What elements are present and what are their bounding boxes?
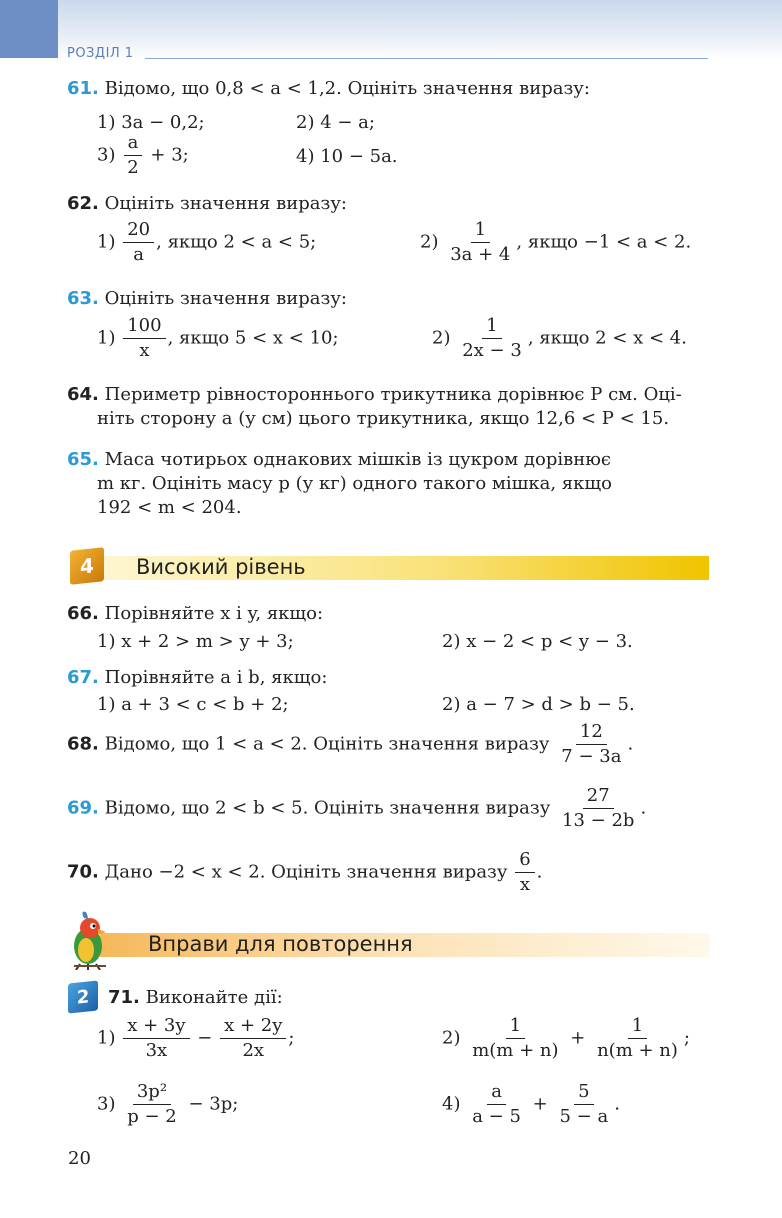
operator: +	[532, 1093, 548, 1115]
item-tail: , якщо 2 < x < 4.	[527, 327, 687, 349]
fraction	[458, 316, 526, 361]
fraction	[123, 1082, 181, 1127]
item-62-1	[97, 220, 316, 265]
problem-67	[67, 667, 327, 688]
problem-text: Відомо, що 2 < b < 5. Оцініть значення виразу	[104, 797, 551, 819]
problem-text: Оцініть значення виразу:	[104, 288, 347, 309]
problem-number: 71.	[108, 987, 140, 1008]
problem-71	[108, 987, 283, 1008]
problem-69	[67, 786, 646, 831]
fraction	[515, 850, 534, 895]
item-66-1: 1) x + 2 > m > y + 3;	[97, 631, 294, 652]
numerator: a	[487, 1082, 506, 1105]
item-label: 2)	[442, 1027, 461, 1049]
item-61-4: 4) 10 − 5a.	[296, 146, 398, 167]
problem-text: Виконайте дії:	[145, 987, 283, 1008]
numerator: x + 3y	[123, 1016, 189, 1039]
fraction	[557, 722, 625, 767]
numerator: 27	[583, 786, 614, 809]
item-tail: , якщо −1 < a < 2.	[516, 231, 692, 253]
item-71-1	[97, 1016, 294, 1061]
problem-number: 62.	[67, 193, 99, 214]
level-title: Високий рівень	[136, 555, 306, 579]
fraction	[123, 133, 142, 178]
fraction	[558, 786, 638, 831]
denominator: 2x − 3	[462, 339, 522, 361]
denominator: x	[139, 339, 150, 361]
item-61-1: 1) 3a − 0,2;	[97, 112, 205, 133]
denominator: p − 2	[127, 1105, 177, 1127]
item-tail: − 3p;	[188, 1093, 239, 1115]
period: .	[640, 797, 647, 819]
denominator: 13 − 2b	[562, 809, 635, 831]
fraction	[123, 220, 154, 265]
problem-text-line2: m кг. Оцініть масу p (у кг) одного такого мішка, якщо	[97, 473, 612, 494]
denominator: 5 − a	[559, 1105, 609, 1127]
item-label: 1)	[97, 1027, 116, 1049]
item-67-2: 2) a − 7 > d > b − 5.	[442, 694, 635, 715]
level-badge: 4	[70, 547, 104, 585]
fraction	[556, 1082, 613, 1127]
corner-block	[0, 0, 58, 58]
denominator: n(m + n)	[597, 1039, 678, 1061]
problem-65	[67, 449, 611, 470]
problem-text: Порівняйте a і b, якщо:	[104, 667, 328, 688]
problem-text-line3: 192 < m < 204.	[97, 497, 242, 518]
problem-63	[67, 288, 347, 309]
period: .	[536, 861, 543, 883]
problem-text: Порівняйте x і y, якщо:	[104, 603, 324, 624]
item-tail: + 3;	[150, 144, 189, 166]
difficulty-badge: 2	[68, 980, 98, 1013]
item-tail: ;	[683, 1027, 690, 1049]
numerator: 3p²	[133, 1082, 171, 1105]
denominator: 2x	[242, 1039, 265, 1061]
item-71-3	[97, 1082, 238, 1127]
denominator: x	[519, 873, 530, 895]
numerator: 1	[482, 316, 501, 339]
denominator: m(m + n)	[472, 1039, 559, 1061]
item-tail: , якщо 2 < a < 5;	[156, 231, 317, 253]
item-label: 1)	[97, 231, 116, 253]
denominator: 2	[127, 156, 139, 178]
numerator: 6	[515, 850, 534, 873]
item-63-1	[97, 316, 339, 361]
denominator: 3x	[145, 1039, 168, 1061]
numerator: 1	[628, 1016, 647, 1039]
problem-number: 68.	[67, 733, 99, 755]
numerator: 1	[471, 220, 490, 243]
fraction	[220, 1016, 286, 1061]
denominator: 7 − 3a	[561, 745, 622, 767]
fraction	[468, 1082, 525, 1127]
problem-number: 64.	[67, 384, 99, 405]
problem-text: Дано −2 < x < 2. Оцініть значення виразу	[104, 861, 508, 883]
item-label: 3)	[97, 1093, 116, 1115]
item-tail: , якщо 5 < x < 10;	[167, 327, 339, 349]
item-62-2	[420, 220, 691, 265]
item-66-2: 2) x − 2 < p < y − 3.	[442, 631, 633, 652]
problem-text-line1: Периметр рівностороннього трикутника дорівнює P см. Оці-	[104, 384, 682, 405]
item-label: 2)	[432, 327, 451, 349]
numerator: a	[124, 133, 143, 156]
problem-61	[67, 78, 590, 99]
numerator: 1	[506, 1016, 525, 1039]
problem-number: 61.	[67, 78, 99, 99]
problem-text: Відомо, що 0,8 < a < 1,2. Оцініть значення виразу:	[104, 78, 590, 99]
problem-text: Відомо, що 1 < a < 2. Оцініть значення виразу	[104, 733, 550, 755]
problem-text-line2: ніть сторону a (у см) цього трикутника, якщо 12,6 < P < 15.	[97, 408, 670, 429]
denominator: a	[133, 243, 145, 265]
item-tail: ;	[288, 1027, 295, 1049]
item-71-2	[442, 1016, 690, 1061]
problem-number: 63.	[67, 288, 99, 309]
numerator: x + 2y	[220, 1016, 286, 1039]
problem-number: 67.	[67, 667, 99, 688]
numerator: 20	[123, 220, 154, 243]
fraction	[123, 316, 165, 361]
problem-text: Оцініть значення виразу:	[104, 193, 347, 214]
item-label: 2)	[420, 231, 439, 253]
problem-number: 69.	[67, 797, 99, 819]
problem-66	[67, 603, 323, 624]
fraction	[446, 220, 514, 265]
denominator: a − 5	[472, 1105, 521, 1127]
item-67-1: 1) a + 3 < c < b + 2;	[97, 694, 289, 715]
item-label: 4)	[442, 1093, 461, 1115]
section-label: РОЗДІЛ 1	[67, 46, 134, 61]
fraction	[468, 1016, 562, 1061]
problem-number: 70.	[67, 861, 99, 883]
problem-70	[67, 850, 542, 895]
item-61-3	[97, 133, 189, 178]
problem-number: 65.	[67, 449, 99, 470]
operator: −	[197, 1027, 213, 1049]
problem-68	[67, 722, 633, 767]
item-label: 3)	[97, 144, 116, 166]
numerator: 100	[123, 316, 165, 339]
numerator: 12	[576, 722, 607, 745]
parrot-icon	[66, 910, 114, 970]
fraction	[123, 1016, 189, 1061]
numerator: 5	[574, 1082, 593, 1105]
problem-62	[67, 193, 347, 214]
review-title: Вправи для повторення	[148, 932, 413, 956]
item-63-2	[432, 316, 687, 361]
period: .	[627, 733, 634, 755]
item-71-4	[442, 1082, 620, 1127]
fraction	[593, 1016, 682, 1061]
header-rule	[145, 58, 708, 59]
item-61-2: 2) 4 − a;	[296, 112, 375, 133]
operator: +	[570, 1027, 586, 1049]
problem-text-line1: Маса чотирьох однакових мішків із цукром дорівнює	[104, 449, 612, 470]
page-number: 20	[68, 1148, 91, 1169]
item-tail: .	[614, 1093, 620, 1115]
problem-number: 66.	[67, 603, 99, 624]
problem-64	[67, 384, 682, 405]
denominator: 3a + 4	[450, 243, 511, 265]
item-label: 1)	[97, 327, 116, 349]
